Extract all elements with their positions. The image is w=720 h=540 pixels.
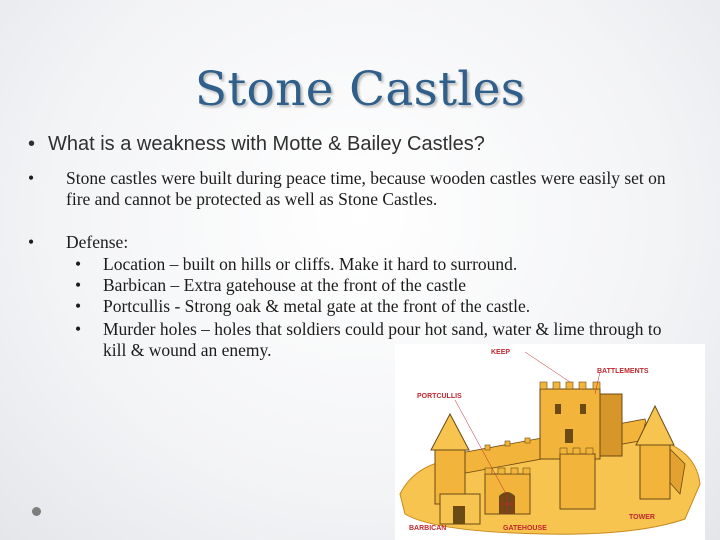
label-barbican: BARBICAN: [409, 525, 447, 532]
bullet-dot: •: [28, 232, 35, 252]
bullet-dot: •: [75, 275, 82, 295]
question-text: What is a weakness with Motte & Bailey Castles?: [48, 133, 485, 155]
footer-dot: [32, 507, 41, 516]
castle-svg: [395, 344, 705, 540]
bullet-defense: [28, 232, 668, 253]
slide-title: Stone Castles: [194, 62, 526, 117]
label-portcullis: PORTCULLIS: [417, 393, 462, 400]
defense-text: Portcullis - Strong oak & metal gate at the front of the castle.: [103, 296, 531, 316]
defense-text: Location – built on hills or cliffs. Make it hard to surround.: [103, 254, 518, 274]
label-keep: KEEP: [491, 349, 511, 356]
bullet-stone-castles: [28, 168, 668, 210]
bullet-text: Defense:: [66, 232, 129, 252]
castle-illustration: [395, 344, 705, 540]
defense-item-portcullis: [75, 296, 665, 317]
defense-item-barbican: [75, 275, 665, 296]
bullet-dot: •: [28, 168, 35, 188]
bullet-text: Stone castles were built during peace time, because wooden castles were easily set on fire and cannot be protected as well as Stone Castles.: [66, 168, 666, 209]
bullet-dot: •: [75, 254, 82, 274]
defense-item-location: [75, 254, 665, 275]
bullet-dot: •: [28, 133, 36, 155]
bullet-dot: •: [75, 296, 82, 316]
label-tower: TOWER: [629, 514, 655, 521]
label-gatehouse: GATEHOUSE: [503, 525, 547, 532]
question-bullet: [28, 133, 708, 156]
label-battlements: BATTLEMENTS: [597, 368, 649, 375]
defense-text: Barbican – Extra gatehouse at the front of the castle: [103, 275, 466, 295]
defense-text: Murder holes – holes that soldiers could pour hot sand, water & lime through to kill & wound an enemy.: [103, 319, 662, 360]
bullet-dot: •: [75, 319, 82, 339]
